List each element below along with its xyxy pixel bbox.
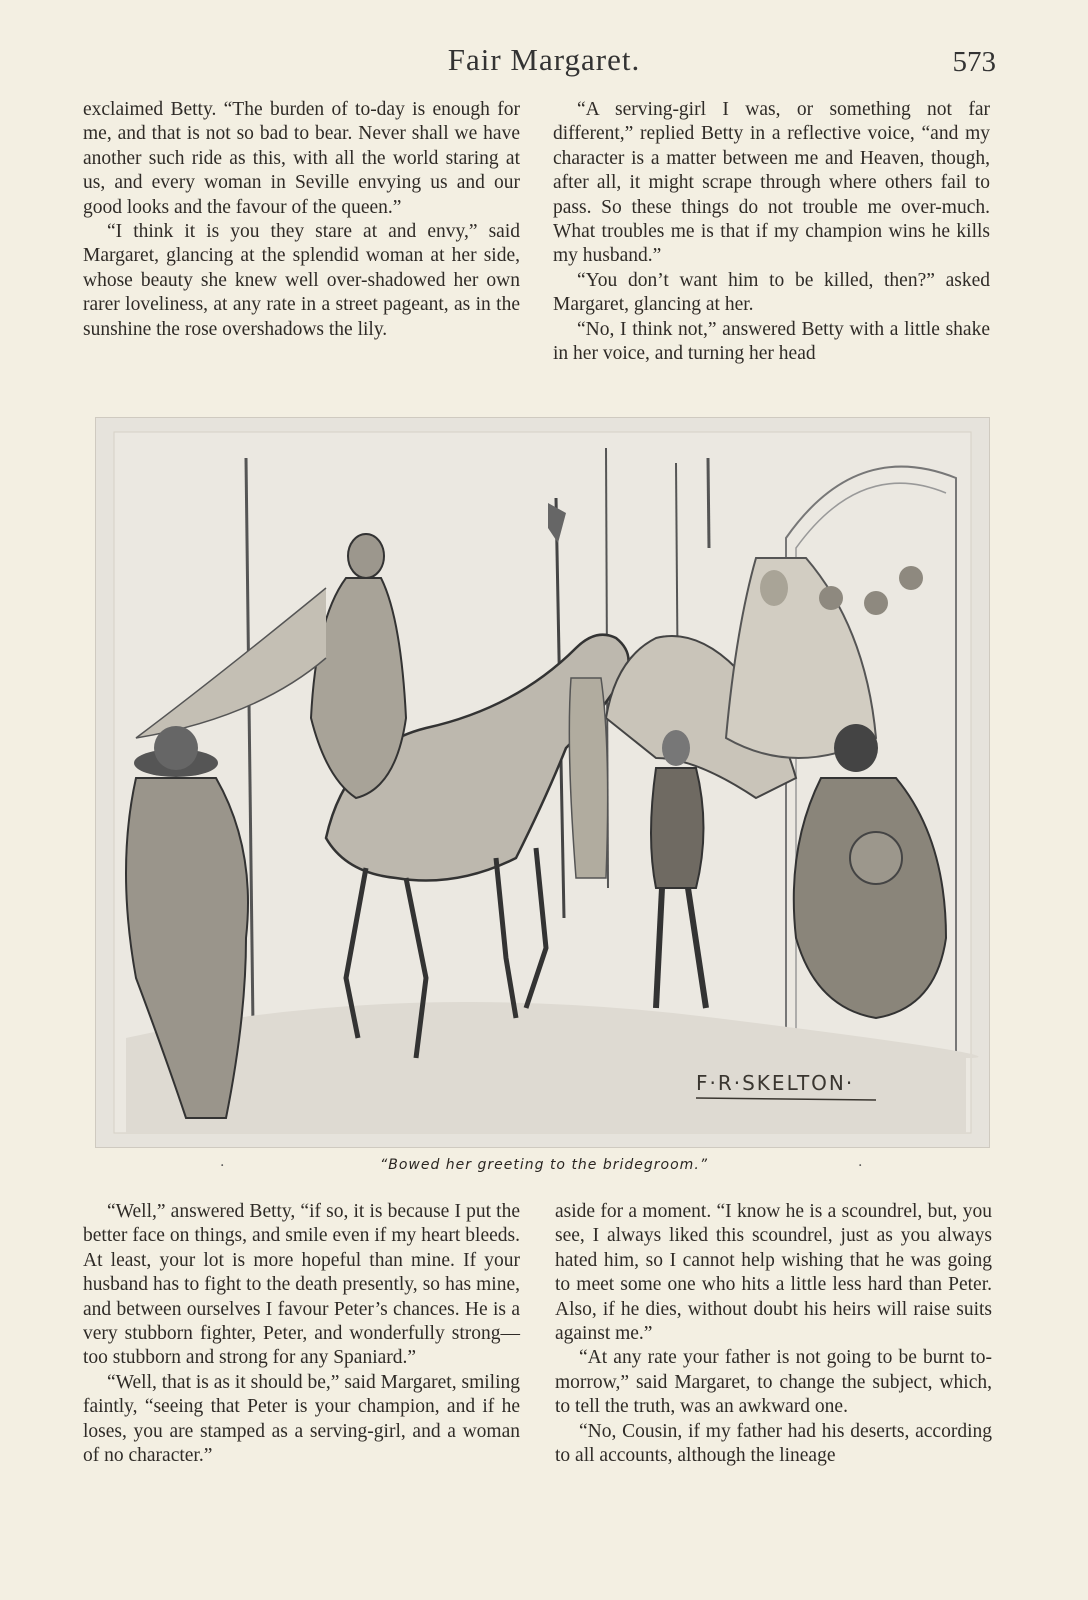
page-number: 573 — [952, 46, 996, 78]
paragraph: “No, Cousin, if my father had his deserts, according to all accounts, although the lineage — [555, 1420, 992, 1467]
artist-signature: F·R·SKELTON· — [696, 1071, 855, 1095]
paragraph: “At any rate your father is not going to be burnt to-morrow,” said Margaret, to change the subject, which, to tell the truth, was an awkward one. — [555, 1347, 992, 1418]
paragraph: exclaimed Betty. “The burden of to-day is enough for me, and that is not so bad to bear. Never shall we have another such ride as this, with all the world staring at us, and every woman in Seville envying us and our good looks and the favour of the queen.” — [83, 99, 520, 218]
paragraph: aside for a moment. “I know he is a scoundrel, but, you see, I always liked this scoundrel, just as you always hated him, so I cannot help wishing that he was going to meet some one who hits a little less hard than Peter. Also, if he dies, without doubt his heirs will raise suits against me.” — [555, 1201, 992, 1345]
text-column-top-right — [553, 98, 990, 366]
caption-dot-left: · — [220, 1158, 225, 1174]
text-column-top-left — [83, 98, 520, 342]
illustration-caption: “Bowed her greeting to the bridegroom.” — [379, 1157, 709, 1173]
paragraph: “No, I think not,” answered Betty with a little shake in her voice, and turning her head — [553, 318, 990, 365]
paragraph: “Well, that is as it should be,” said Margaret, smiling faintly, “seeing that Peter is your champion, and if he loses, you are stamped as a serving-girl, and a woman of no character.” — [83, 1371, 520, 1467]
paragraph: “I think it is you they stare at and envy,” said Margaret, glancing at the splendid woman at her side, whose beauty she knew well over-shadowed her own rarer loveliness, at any rate in a street pageant, as in the sunshine the rose overshadows the lily. — [83, 221, 520, 340]
paragraph: “You don’t want him to be killed, then?” asked Margaret, glancing at her. — [553, 269, 990, 316]
paragraph: “Well,” answered Betty, “if so, it is because I put the better face on things, and smile even if my heart bleeds. At least, your lot is more hopeful than mine. If your husband has to fight to the death presently, so has mine, and between ourselves I favour Peter’s chances. He is a very stubborn fighter, Peter, and wonderfully strong—too stubborn and strong for any Spaniard.” — [83, 1201, 520, 1369]
illustration — [95, 417, 990, 1148]
caption-dot-right: · — [858, 1158, 863, 1174]
paragraph: “A serving-girl I was, or something not far different,” replied Betty in a reflective voice, “and my character is a matter between me and Heaven, though, after all, it might scrape through where others fail to pass. So these things do not trouble me over-much. What troubles me is that if my champion wins he kills my husband.” — [553, 99, 990, 267]
text-column-bottom-right — [555, 1200, 992, 1468]
running-title: Fair Margaret. — [447, 42, 641, 77]
text-column-bottom-left — [83, 1200, 520, 1468]
pencil-sketch — [96, 418, 989, 1147]
